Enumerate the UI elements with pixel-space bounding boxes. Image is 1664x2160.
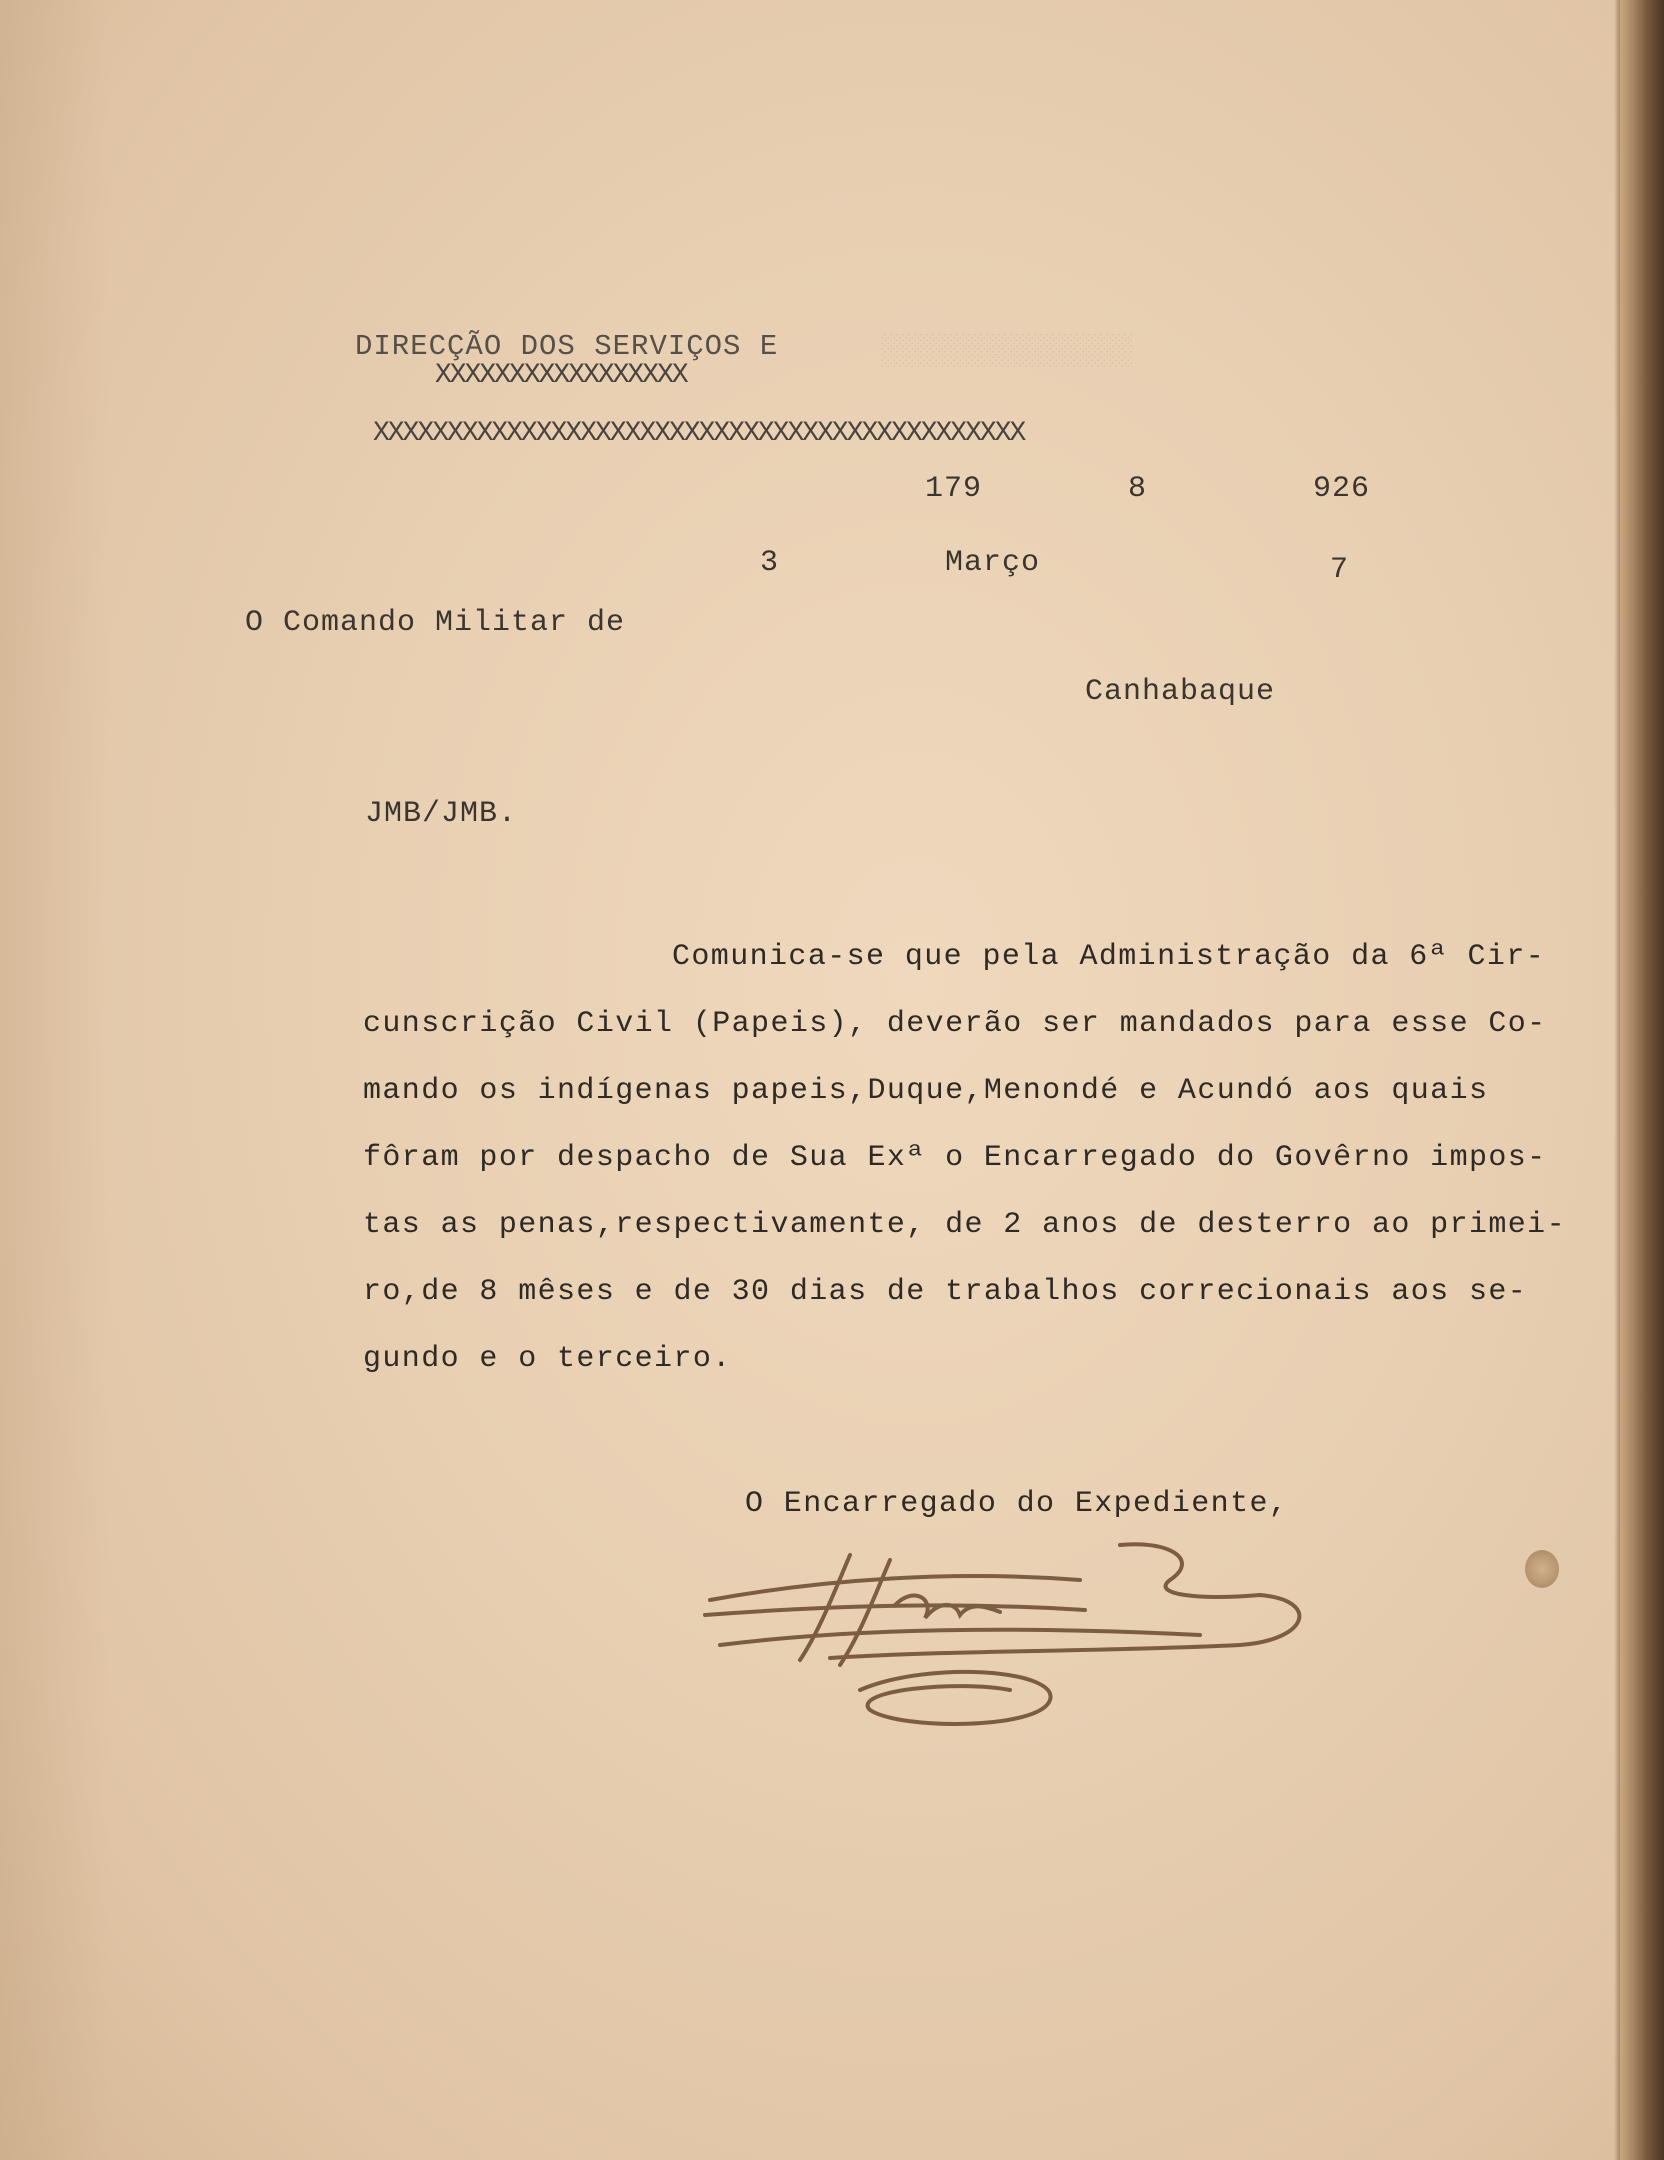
reference-series: 8 [1128, 472, 1148, 506]
reference-number: 179 [925, 472, 983, 506]
handwritten-signature [700, 1540, 1320, 1740]
bleed-through-text: ░░░░░░░░░░░░░░ [880, 335, 1133, 369]
letterhead-struck-line-3: XXXXXXXXXXXXXXXXXXXXXXXXXXXXXXXXXXXXXXXXXXXX [373, 418, 1025, 449]
binding-hole [1525, 1550, 1559, 1588]
body-line-6: ro,de 8 mêses e de 30 dias de trabalhos correcionais aos se- [363, 1275, 1528, 1309]
body-line-7: gundo e o terceiro. [363, 1342, 732, 1376]
date-month: Março [945, 546, 1041, 580]
date-day: 3 [760, 546, 780, 580]
letterhead-struck-line-2: XXXXXXXXXXXXXXXXX [435, 360, 687, 391]
body-line-1: Comunica-se que pela Administração da 6ª Cir- [672, 940, 1546, 974]
letterhead-line-1: DIRECÇÃO DOS SERVIÇOS E [355, 330, 779, 363]
body-line-4: fôram por despacho de Sua Exª o Encarregado do Govêrno impos- [363, 1141, 1547, 1175]
reference-code: 7 [1330, 553, 1350, 587]
body-line-3: mando os indígenas papeis,Duque,Menondé e Acundó aos quais [363, 1074, 1489, 1108]
body-line-5: tas as penas,respectivamente, de 2 anos de desterro ao primei- [363, 1208, 1566, 1242]
reference-initials: JMB/JMB. [365, 797, 518, 831]
body-line-2: cunscrição Civil (Papeis), deverão ser mandados para esse Co- [363, 1007, 1547, 1041]
recipient-line: O Comando Militar de [245, 606, 626, 640]
closing-line: O Encarregado do Expediente, [745, 1487, 1289, 1521]
book-binding-edge [1620, 0, 1664, 2160]
reference-year: 926 [1313, 472, 1371, 506]
recipient-place: Canhabaque [1085, 675, 1276, 709]
